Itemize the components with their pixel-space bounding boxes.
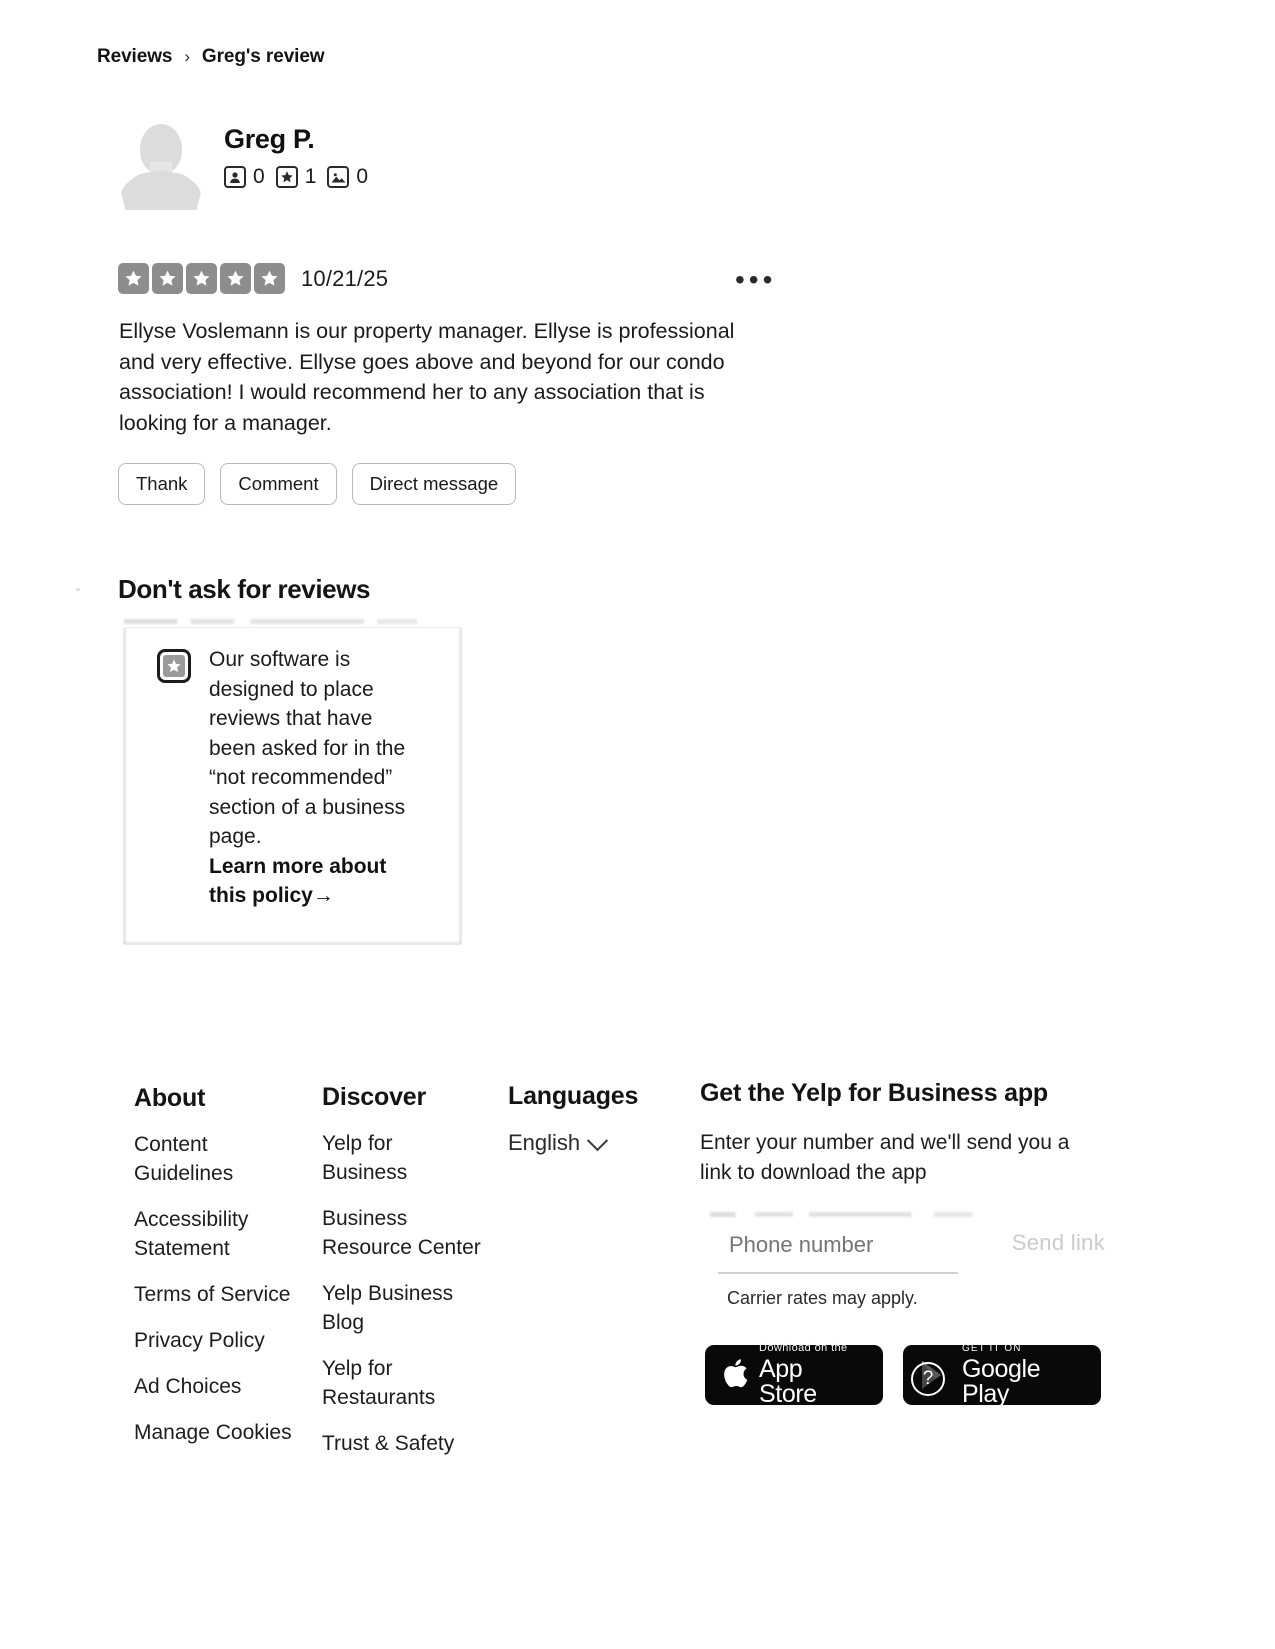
review-author-block — [120, 118, 368, 210]
stat-friends — [224, 165, 265, 189]
phone-entry-row — [700, 1212, 1105, 1274]
google-play-badge[interactable] — [903, 1342, 1101, 1408]
footer-column-about — [134, 1084, 294, 1447]
avatar[interactable] — [120, 118, 202, 210]
footer-column-app — [700, 1079, 1120, 1408]
language-selected-value: English — [508, 1130, 581, 1155]
star-rating — [118, 263, 285, 294]
footer-about-heading: About — [134, 1084, 206, 1112]
app-section-subtext: Enter your number and we'll send you a link to download the app — [700, 1131, 1070, 1184]
star-filled-3 — [186, 263, 217, 294]
review-actions — [118, 463, 516, 505]
star-filled-5 — [254, 263, 285, 294]
footer-link-terms-of-service[interactable]: Terms of Service — [134, 1283, 291, 1306]
app-store-big-label: App Store — [759, 1355, 817, 1408]
footer-link-yelp-business-blog[interactable]: Yelp Business Blog — [322, 1282, 454, 1334]
more-options-icon[interactable]: ••• — [735, 264, 777, 295]
stat-photos-count: 0 — [356, 165, 369, 188]
arrow-right-icon: → — [312, 884, 334, 907]
footer-link-trust-and-safety[interactable]: Trust & Safety — [322, 1432, 455, 1455]
scan-artifact — [76, 588, 80, 591]
app-store-badges — [705, 1342, 1120, 1408]
policy-content — [157, 645, 424, 911]
review-date: 10/21/25 — [301, 265, 389, 291]
carrier-rates-note: Carrier rates may apply. — [727, 1288, 918, 1308]
author-meta — [224, 118, 368, 189]
review-body: Ellyse Voslemann is our property manager. Ellyse is professional and very effective. Ellyse goes above and beyond for our condo association! I would recommend her to any association that is looking for a manager. — [119, 319, 735, 435]
footer-link-yelp-for-business[interactable]: Yelp for Business — [322, 1132, 408, 1184]
stat-reviews — [276, 165, 317, 189]
footer-link-yelp-for-restaurants[interactable]: Yelp for Restaurants — [322, 1357, 436, 1409]
footer-link-manage-cookies[interactable]: Manage Cookies — [134, 1421, 292, 1444]
footer-languages-heading: Languages — [508, 1082, 639, 1110]
google-play-big-label: Google Play — [962, 1354, 1041, 1408]
author-stats — [224, 165, 368, 189]
send-link-button[interactable]: Send link — [1011, 1230, 1105, 1255]
star-filled-1 — [118, 263, 149, 294]
language-selector[interactable] — [508, 1130, 638, 1156]
footer-link-privacy-policy[interactable]: Privacy Policy — [134, 1329, 265, 1352]
learn-more-label: Learn more about this policy — [209, 854, 387, 907]
footer-column-languages — [508, 1082, 638, 1156]
phone-input-underline — [718, 1272, 958, 1274]
stat-friends-count: 0 — [253, 165, 265, 188]
chevron-down-icon — [587, 1130, 608, 1151]
google-play-text — [962, 1344, 1081, 1407]
policy-description: Our software is designed to place reviews that have been asked for in the “not recommended” section of a business page. — [209, 648, 406, 848]
breadcrumb — [97, 46, 324, 68]
star-filled-4 — [220, 263, 251, 294]
footer-link-ad-choices[interactable]: Ad Choices — [134, 1375, 242, 1398]
card-edge-bottom — [124, 942, 461, 944]
card-edge-left — [124, 628, 126, 944]
footer-discover-heading: Discover — [322, 1083, 427, 1111]
footer-column-discover — [322, 1083, 482, 1458]
app-store-small-label: Download on the — [759, 1342, 848, 1354]
avatar-body — [120, 170, 202, 210]
phone-number-input[interactable] — [727, 1231, 961, 1259]
scan-ghost-line — [124, 619, 457, 624]
breadcrumb-separator-icon: › — [184, 47, 190, 66]
app-store-text — [759, 1343, 863, 1407]
footer-link-accessibility-statement[interactable]: Accessibility Statement — [134, 1208, 249, 1260]
scan-overlay-question-icon: ? — [911, 1362, 945, 1396]
star-filled-2 — [152, 263, 183, 294]
breadcrumb-reviews-link[interactable]: Reviews — [97, 46, 173, 67]
app-store-badge[interactable] — [705, 1342, 883, 1408]
stat-reviews-count: 1 — [304, 165, 317, 188]
comment-button[interactable]: Comment — [220, 463, 336, 505]
policy-card — [124, 628, 461, 944]
friends-icon — [224, 166, 246, 188]
google-play-icon — [917, 1358, 951, 1392]
star-badge-icon — [157, 649, 191, 683]
star-badge-inner — [163, 655, 185, 677]
breadcrumb-current: Greg's review — [201, 46, 325, 67]
card-edge-right — [459, 628, 461, 944]
reviews-star-icon — [276, 166, 298, 188]
direct-message-button[interactable]: Direct message — [352, 463, 517, 505]
policy-heading: Don't ask for reviews — [118, 574, 371, 604]
footer-link-content-guidelines[interactable]: Content Guidelines — [134, 1133, 234, 1185]
scan-ghost-line-phone — [710, 1212, 1030, 1217]
learn-more-policy-link[interactable] — [209, 852, 424, 911]
footer-link-business-resource-center[interactable]: Business Resource Center — [322, 1207, 481, 1259]
author-name[interactable]: Greg P. — [224, 124, 315, 154]
google-play-small-label: GET IT ON — [962, 1342, 1022, 1354]
app-section-heading: Get the Yelp for Business app — [700, 1079, 1048, 1107]
photos-icon — [327, 166, 349, 188]
rating-row — [118, 263, 388, 294]
stat-photos — [327, 165, 368, 189]
thank-button[interactable]: Thank — [118, 463, 205, 505]
apple-icon — [722, 1359, 748, 1391]
policy-text-block — [209, 645, 424, 911]
